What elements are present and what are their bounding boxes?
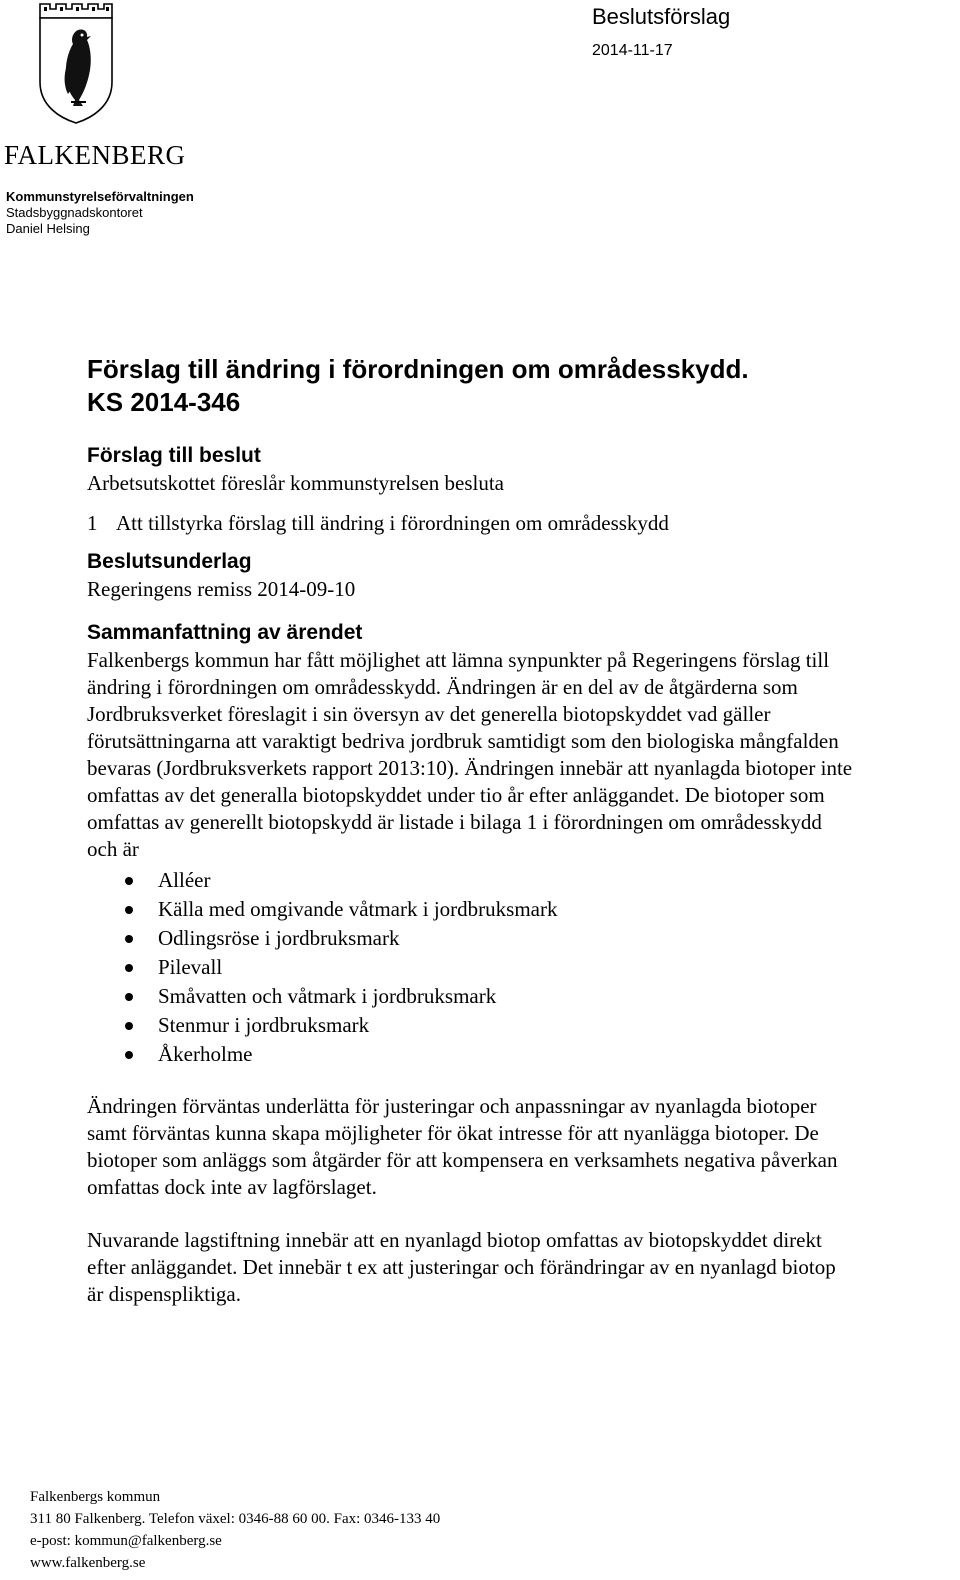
proposal-item — [87, 510, 937, 537]
list-item — [87, 1011, 937, 1040]
author-name: Daniel Helsing — [6, 221, 90, 236]
legislation-paragraph — [87, 1227, 937, 1308]
summary-line: och är — [87, 837, 139, 861]
list-item — [87, 866, 937, 895]
list-item-text: Alléer — [158, 868, 211, 892]
legislation-line: är dispenspliktiga. — [87, 1282, 241, 1306]
document-date: 2014-11-17 — [592, 42, 673, 59]
summary-line: bevaras (Jordbruksverkets rapport 2013:10). Ändringen innebär att nyanlagda biotoper inte — [87, 756, 853, 780]
list-item-text: Källa med omgivande våtmark i jordbruksmark — [158, 897, 558, 921]
summary-paragraph — [87, 647, 937, 863]
proposal-intro: Arbetsutskottet föreslår kommunstyrelsen besluta — [87, 471, 504, 495]
effects-line: omfattas dock inte av lagförslaget. — [87, 1175, 377, 1199]
bullet-icon — [125, 877, 133, 885]
list-item-text: Pilevall — [158, 955, 223, 979]
office-name: Stadsbyggnadskontoret — [6, 205, 143, 220]
org-name: FALKENBERG — [4, 140, 186, 170]
proposal-heading: Förslag till beslut — [87, 444, 261, 467]
bullet-icon — [125, 993, 133, 1001]
bullet-icon — [125, 1022, 133, 1030]
department-name: Kommunstyrelseförvaltningen — [6, 189, 194, 204]
summary-line: ändring i förordningen om områdesskydd. Ändringen är en del av de åtgärderna som — [87, 675, 798, 699]
summary-line: Falkenbergs kommun har fått möjlighet att lämna synpunkter på Regeringens förslag till — [87, 648, 830, 672]
list-item — [87, 895, 937, 924]
title-line-1: Förslag till ändring i förordningen om områdesskydd. — [87, 354, 749, 384]
list-item — [87, 1040, 937, 1069]
document-title — [87, 353, 749, 419]
effects-line: biotoper som anläggs som åtgärder för att kompensera en verksamhets negativa påverkan — [87, 1148, 838, 1172]
footer-org-name: Falkenbergs kommun — [30, 1489, 161, 1505]
list-item-text: Odlingsröse i jordbruksmark — [158, 926, 400, 950]
bullet-icon — [125, 1051, 133, 1059]
footer-address: 311 80 Falkenberg. Telefon växel: 0346-88 60 00. Fax: 0346-133 40 — [30, 1511, 441, 1527]
bullet-icon — [125, 935, 133, 943]
biotope-list — [87, 866, 937, 1069]
coat-of-arms-logo — [38, 2, 114, 124]
list-item — [87, 924, 937, 953]
proposal-item-number: 1 — [87, 511, 98, 535]
footer — [30, 1486, 440, 1574]
document-body — [87, 442, 937, 1308]
bullet-icon — [125, 964, 133, 972]
summary-line: omfattas av det generalla biotopskyddet under tio år efter anläggandet. De biotoper som — [87, 783, 825, 807]
list-item-text: Stenmur i jordbruksmark — [158, 1013, 370, 1037]
list-item — [87, 982, 937, 1011]
summary-line: omfattas av generellt biotopskydd är listade i bilaga 1 i förordningen om områdesskydd — [87, 810, 822, 834]
document-type: Beslutsförslag — [592, 4, 731, 29]
effects-paragraph — [87, 1093, 937, 1201]
case-number: KS 2014-346 — [87, 387, 241, 417]
list-item-text: Småvatten och våtmark i jordbruksmark — [158, 984, 497, 1008]
list-item-text: Åkerholme — [158, 1042, 253, 1066]
list-item — [87, 953, 937, 982]
legislation-line: efter anläggandet. Det innebär t ex att justeringar och förändringar av en nyanlagd biotop — [87, 1255, 836, 1279]
summary-line: förutsättningarna att varaktigt bedriva jordbruk samtidigt som den biologiska mångfalden — [87, 729, 839, 753]
proposal-item-text: Att tillstyrka förslag till ändring i förordningen om områdesskydd — [116, 511, 669, 535]
effects-line: Ändringen förväntas underlätta för justeringar och anpassningar av nyanlagda biotoper — [87, 1094, 817, 1118]
summary-line: Jordbruksverket föreslagit i sin översyn av det generella biotopskyddet vad gäller — [87, 702, 771, 726]
bullet-icon — [125, 906, 133, 914]
footer-email[interactable]: e-post: kommun@falkenberg.se — [30, 1533, 222, 1549]
basis-heading: Beslutsunderlag — [87, 550, 252, 573]
sender-block — [6, 189, 194, 237]
effects-line: samt förväntas kunna skapa möjligheter för ökat intresse för att nyanlägga biotoper. De — [87, 1121, 819, 1145]
summary-heading: Sammanfattning av ärendet — [87, 621, 363, 644]
legislation-line: Nuvarande lagstiftning innebär att en nyanlagd biotop omfattas av biotopskyddet direkt — [87, 1228, 822, 1252]
footer-website[interactable]: www.falkenberg.se — [30, 1555, 146, 1571]
basis-text: Regeringens remiss 2014-09-10 — [87, 577, 356, 601]
